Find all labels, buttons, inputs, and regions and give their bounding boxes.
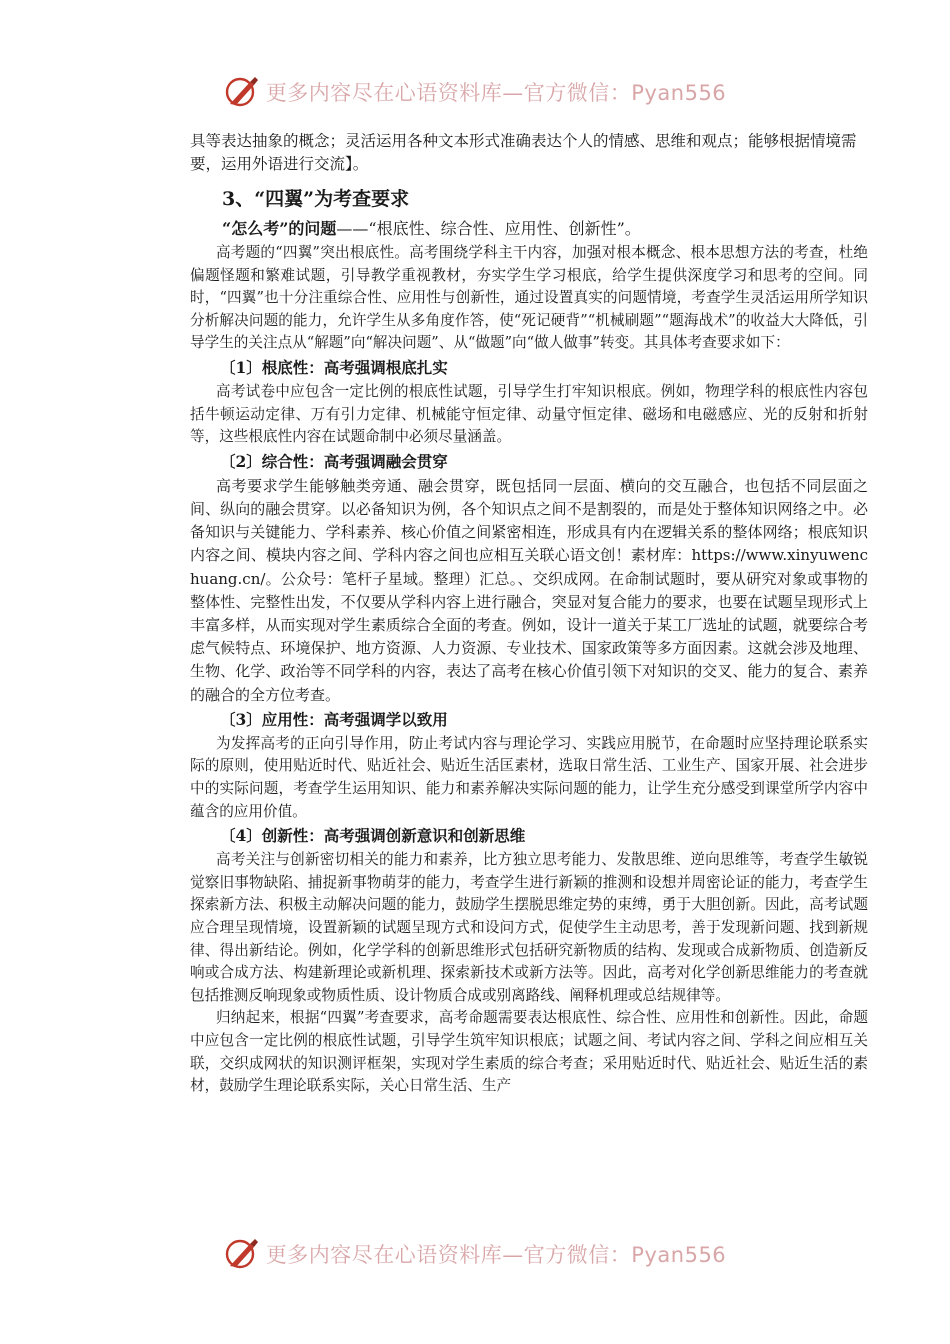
question-bold: “怎么考”的问题 xyxy=(222,219,337,238)
intro-continuation: 具等表达抽象的概念；灵活运用各种文本形式准确表达个人的情感、思维和观点；能够根据情境需要，运用外语进行交流】。 xyxy=(190,132,857,173)
footer-watermark-banner xyxy=(0,1232,950,1276)
subheading-2: 〔2〕综合性：高考强调融会贯穿 xyxy=(220,451,448,471)
section-title: 3、“四翼”为考查要求 xyxy=(222,188,410,210)
watermark-text: 更多内容尽在心语资料库—官方微信：Pyan556 xyxy=(265,1243,727,1267)
header-watermark-banner xyxy=(0,70,950,114)
brush-logo-icon xyxy=(224,74,260,110)
paragraph-2: 高考要求学生能够触类旁通、融会贯穿，既包括同一层面、横向的交互融合，也包括不同层面之间、纵向的融会贯穿。以必备知识为例，各个知识点之间不是割裂的，而是处于整体知识网络之中。必备知识与关键能力、学科素养、核心价值之间紧密相连，形成具有内在逻辑关系的整体网络；根底知识内容之间、模块内容之间、学科内容之间也应相互关联心语文创！素材库：https://www.xinyuwenchuang.cn/。公众号：笔杆子星域。整理）汇总。、交织成网。在命制试题时，要从研究对象或事物的整体性、完整性出发，不仅要从学科内容上进行融合，突显对复合能力的要求，也要在试题呈现形式上丰富多样，从而实现对学生素质综合全面的考查。例如，设计一道关于某工厂选址的试题，就要综合考虑气候特点、环境保护、地方资源、人力资源、专业技术、国家政策等多方面因素。这就会涉及地理、生物、化学、政治等不同学科的内容，表达了高考在核心价值引领下对知识的交叉、能力的复合、素养的融合的全方位考查。 xyxy=(190,476,868,704)
question-line xyxy=(222,216,868,242)
paragraph-4: 高考关注与创新密切相关的能力和素养，比方独立思考能力、发散思维、逆向思维等，考查学生敏锐觉察旧事物缺陷、捕捉新事物萌芽的能力，考查学生进行新颖的推测和设想并周密论证的能力，考查学生探索新方法、积极主动解决问题的能力，鼓励学生摆脱思维定势的束缚，勇于大胆创新。因此，高考试题应合理呈现情境，设置新颖的试题呈现方式和设问方式，促使学生主动思考，善于发现新问题、找到新规律、得出新结论。例如，化学学科的创新思维形式包括研究新物质的结构、发现或合成新物质、创造新反响或合成方法、构建新理论或新机理、探索新技术或新方法等。因此，高考对化学创新思维能力的考查就包括推测反响现象或物质性质、设计物质合成或别离路线、阐释机理或总结规律等。 xyxy=(190,851,868,1004)
subheading-3: 〔3〕应用性：高考强调学以致用 xyxy=(220,709,448,729)
subheading-4: 〔4〕创新性：高考强调创新意识和创新思维 xyxy=(220,826,526,846)
watermark-text: 更多内容尽在心语资料库—官方微信：Pyan556 xyxy=(265,81,727,105)
section-intro-paragraph: 高考题的“四翼”突出根底性。高考围绕学科主干内容，加强对根本概念、根本思想方法的考查，杜绝偏题怪题和繁难试题，引导教学重视教材，夯实学生学习根底，给学生提供深度学习和思考的空间。同时，“四翼”也十分注重综合性、应用性与创新性，通过设置真实的问题情境，考查学生灵活运用所学知识分析解决问题的能力，允许学生从多角度作答，使“死记硬背”“机械刷题”“题海战术”的收益大大降低，引导学生的关注点从“解题”向“解决问题”、从“做题”向“做人做事”转变。其具体考查要求如下： xyxy=(190,244,868,352)
document-body xyxy=(190,130,868,1098)
subheading-1: 〔1〕根底性：高考强调根底扎实 xyxy=(220,357,448,377)
question-rest: ——“根底性、综合性、应用性、创新性”。 xyxy=(336,219,641,238)
brush-logo-icon xyxy=(224,1236,260,1272)
paragraph-1: 高考试卷中应包含一定比例的根底性试题，引导学生打牢知识根底。例如，物理学科的根底性内容包括牛顿运动定律、万有引力定律、机械能守恒定律、动量守恒定律、磁场和电磁感应、光的反射和折射等，这些根底性内容在试题命制中必须尽量涵盖。 xyxy=(190,382,868,446)
summary-paragraph: 归纳起来，根据“四翼”考查要求，高考命题需要表达根底性、综合性、应用性和创新性。因此，命题中应包含一定比例的根底性试题，引导学生筑牢知识根底；试题之间、考试内容之间、学科之间应相互关联，交织成网状的知识测评框架，实现对学生素质的综合考查；采用贴近时代、贴近社会、贴近生活的素材，鼓励学生理论联系实际，关心日常生活、生产 xyxy=(190,1009,868,1095)
paragraph-3: 为发挥高考的正向引导作用，防止考试内容与理论学习、实践应用脱节，在命题时应坚持理论联系实际的原则，使用贴近时代、贴近社会、贴近生活匡素材，选取日常生活、工业生产、国家开展、社会进步中的实际问题，考查学生运用知识、能力和素养解决实际问题的能力，让学生充分感受到课堂所学内容中蕴含的应用价值。 xyxy=(190,734,868,820)
